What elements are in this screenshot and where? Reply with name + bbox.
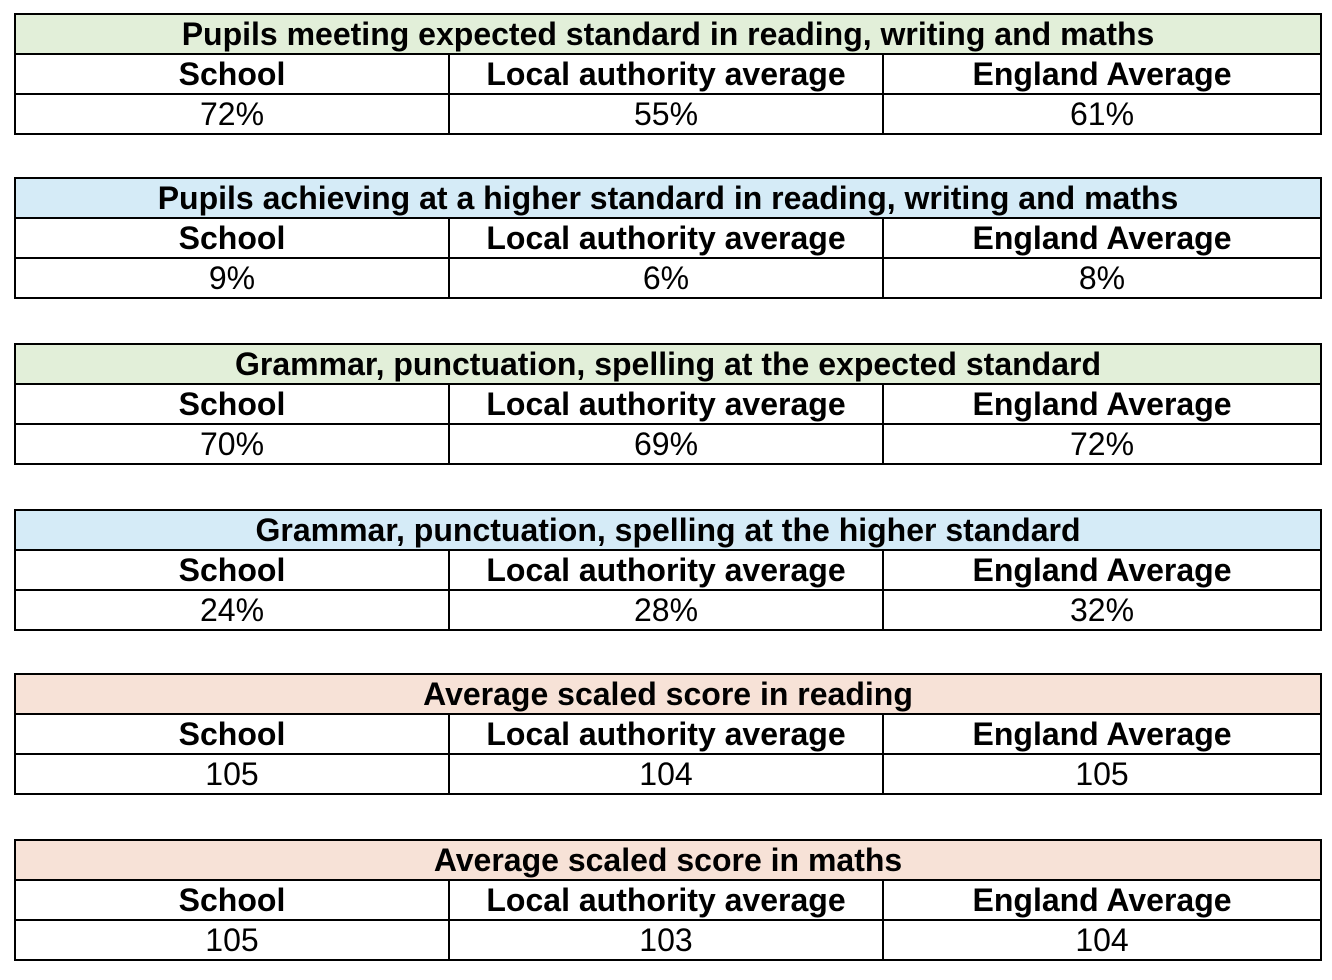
value-england-average: 105 xyxy=(883,754,1321,794)
value-school: 105 xyxy=(15,920,449,960)
results-table-gps-expected xyxy=(14,343,1322,465)
header-school: School xyxy=(15,550,449,590)
value-school: 70% xyxy=(15,424,449,464)
value-local-authority-average: 55% xyxy=(449,94,883,134)
header-school: School xyxy=(15,54,449,94)
value-local-authority-average: 104 xyxy=(449,754,883,794)
value-england-average: 61% xyxy=(883,94,1321,134)
header-local-authority-average: Local authority average xyxy=(449,384,883,424)
value-school: 9% xyxy=(15,258,449,298)
results-table-gps-higher xyxy=(14,509,1322,631)
value-school: 24% xyxy=(15,590,449,630)
table-title: Average scaled score in maths xyxy=(15,840,1321,880)
value-school: 105 xyxy=(15,754,449,794)
header-england-average: England Average xyxy=(883,54,1321,94)
value-england-average: 104 xyxy=(883,920,1321,960)
table-title: Pupils achieving at a higher standard in reading, writing and maths xyxy=(15,178,1321,218)
value-local-authority-average: 6% xyxy=(449,258,883,298)
header-england-average: England Average xyxy=(883,550,1321,590)
results-table-expected-rwm xyxy=(14,13,1322,135)
header-england-average: England Average xyxy=(883,218,1321,258)
table-title: Average scaled score in reading xyxy=(15,674,1321,714)
value-england-average: 8% xyxy=(883,258,1321,298)
header-school: School xyxy=(15,714,449,754)
results-table-maths-score xyxy=(14,839,1322,961)
header-local-authority-average: Local authority average xyxy=(449,218,883,258)
value-local-authority-average: 69% xyxy=(449,424,883,464)
value-local-authority-average: 103 xyxy=(449,920,883,960)
header-local-authority-average: Local authority average xyxy=(449,714,883,754)
value-england-average: 32% xyxy=(883,590,1321,630)
results-table-reading-score xyxy=(14,673,1322,795)
header-local-authority-average: Local authority average xyxy=(449,550,883,590)
header-england-average: England Average xyxy=(883,880,1321,920)
value-local-authority-average: 28% xyxy=(449,590,883,630)
header-england-average: England Average xyxy=(883,384,1321,424)
value-england-average: 72% xyxy=(883,424,1321,464)
table-title: Pupils meeting expected standard in reading, writing and maths xyxy=(15,14,1321,54)
value-school: 72% xyxy=(15,94,449,134)
header-school: School xyxy=(15,880,449,920)
header-england-average: England Average xyxy=(883,714,1321,754)
table-title: Grammar, punctuation, spelling at the higher standard xyxy=(15,510,1321,550)
results-table-higher-rwm xyxy=(14,177,1322,299)
header-school: School xyxy=(15,218,449,258)
header-school: School xyxy=(15,384,449,424)
header-local-authority-average: Local authority average xyxy=(449,880,883,920)
header-local-authority-average: Local authority average xyxy=(449,54,883,94)
table-title: Grammar, punctuation, spelling at the expected standard xyxy=(15,344,1321,384)
